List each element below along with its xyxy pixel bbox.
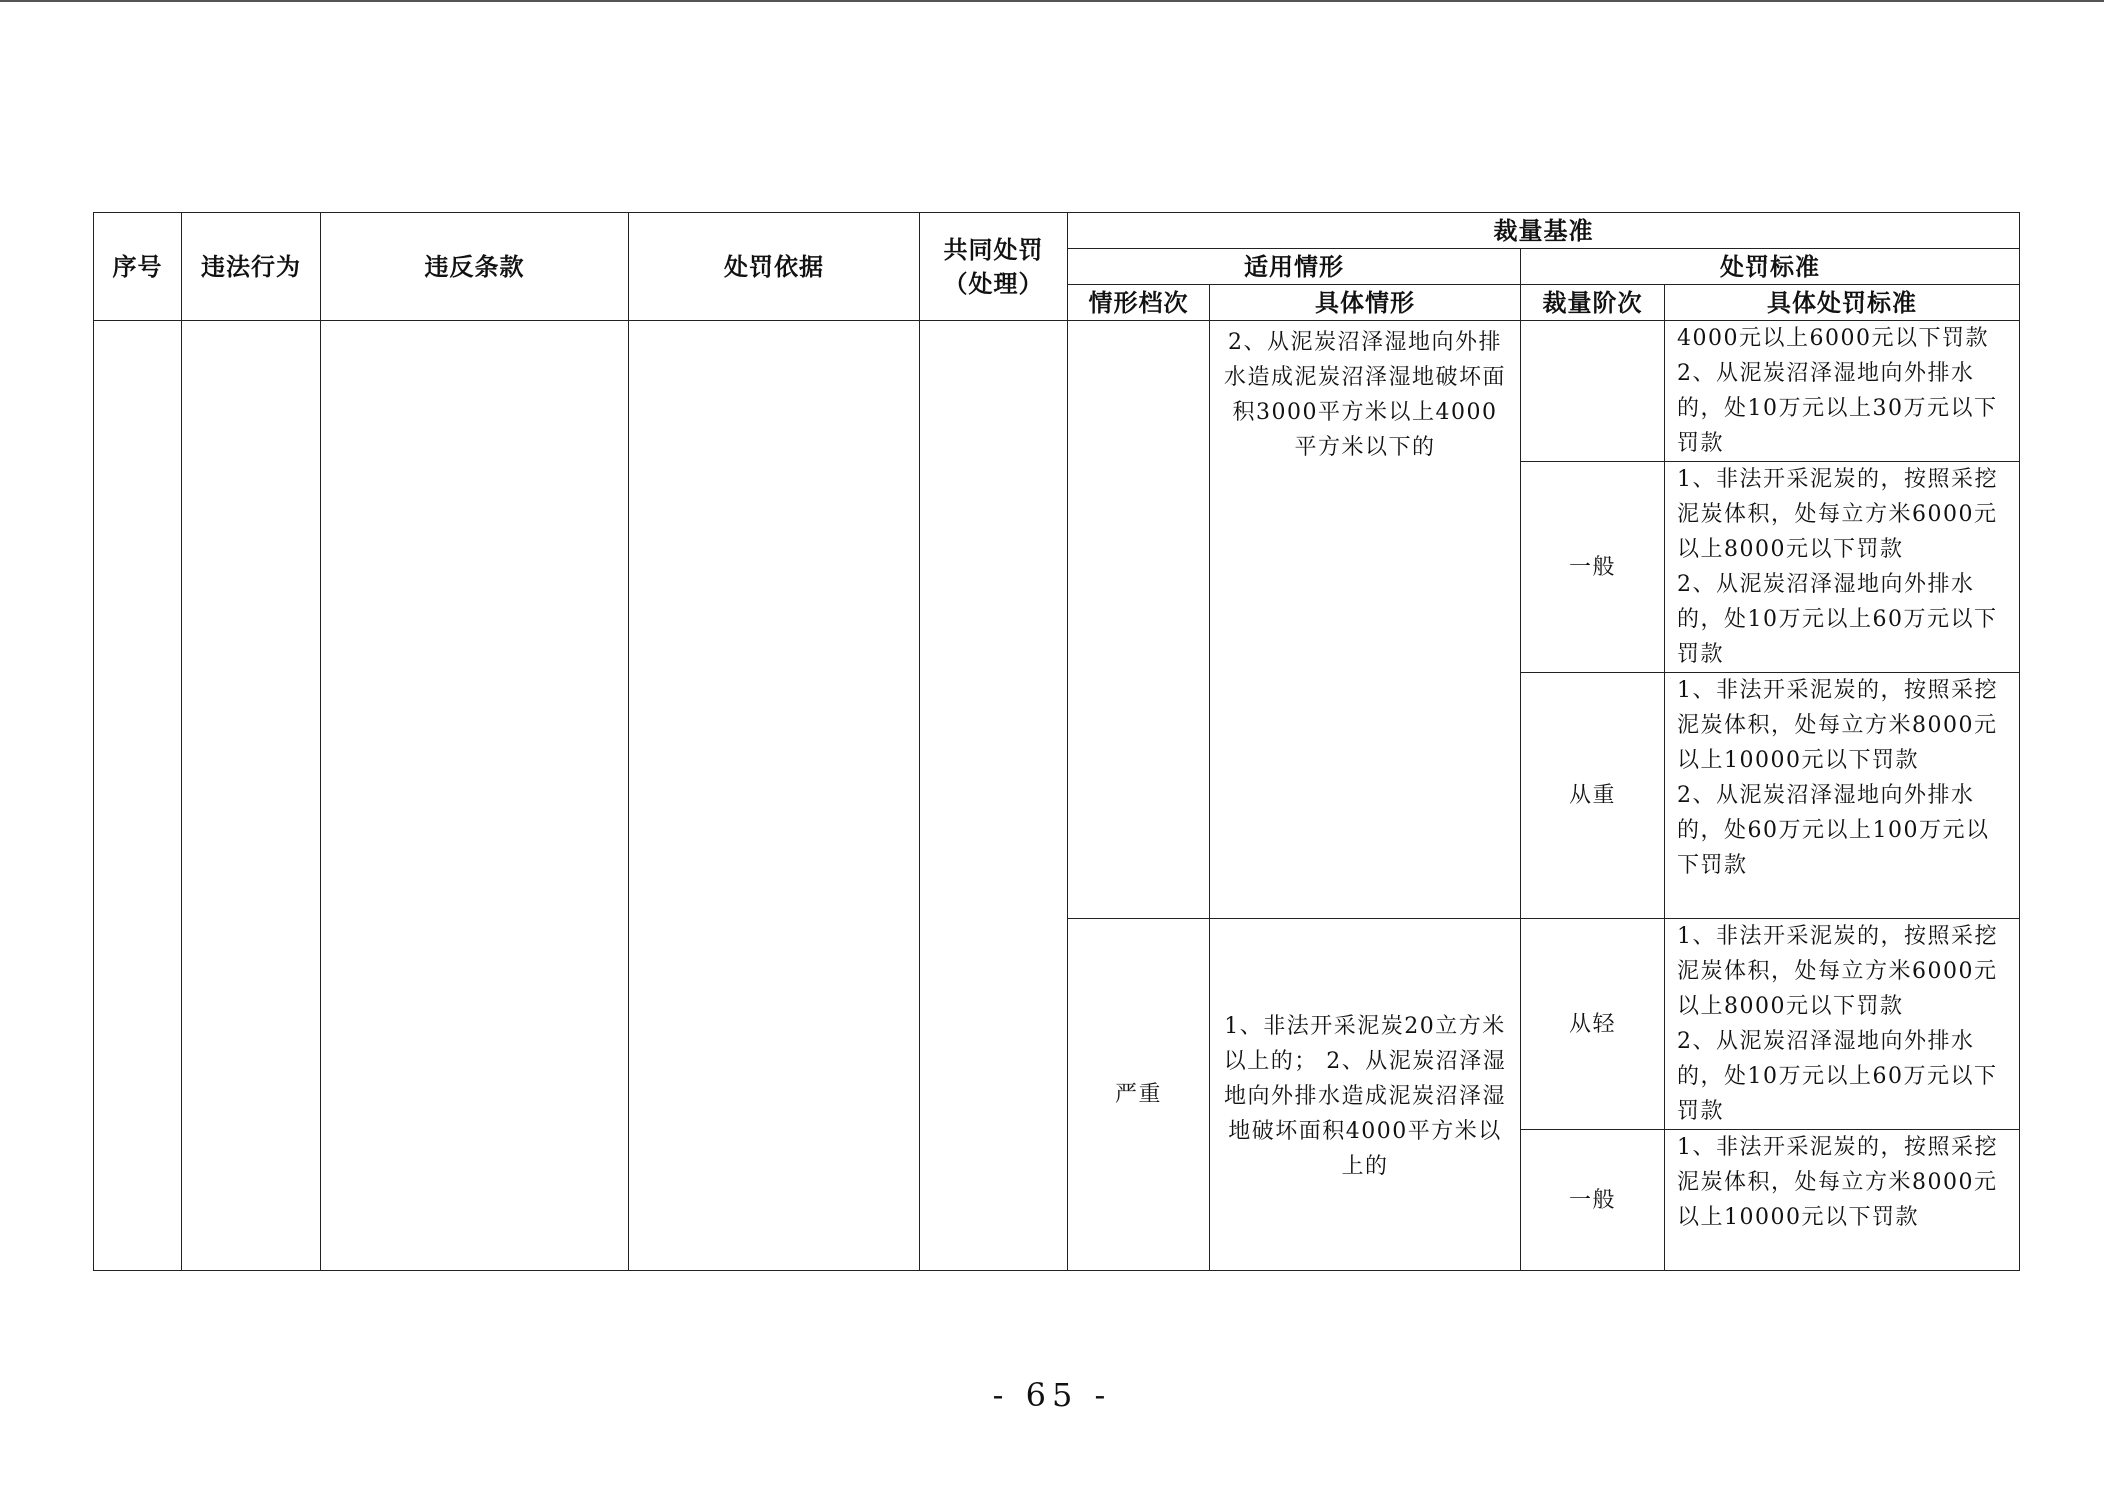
discretion-table-container xyxy=(93,212,2019,1271)
table-header xyxy=(94,213,2020,321)
cell-situation-grade: 严重 xyxy=(1068,919,1210,1271)
header-situation-grade: 情形档次 xyxy=(1068,285,1210,321)
header-basis: 处罚依据 xyxy=(629,213,920,321)
cell-situation-grade-continued xyxy=(1068,321,1210,919)
cell-discretion-level: 一般 xyxy=(1521,1130,1665,1271)
cell-discretion-level: 从重 xyxy=(1521,673,1665,919)
header-discretion-level: 裁量阶次 xyxy=(1521,285,1665,321)
discretion-table xyxy=(93,212,2020,1271)
header-applicable: 适用情形 xyxy=(1068,249,1521,285)
page-number: - 65 - xyxy=(992,1376,1112,1414)
header-specific-standard: 具体处罚标准 xyxy=(1665,285,2020,321)
cell-joint-penalty xyxy=(920,321,1068,1271)
header-article: 违反条款 xyxy=(321,213,629,321)
header-penalty-standard: 处罚标准 xyxy=(1521,249,2020,285)
cell-specific-situation: 1、非法开采泥炭20立方米以上的； 2、从泥炭沼泽湿地向外排水造成泥炭沼泽湿地破坏面积4000平方米以上的 xyxy=(1210,919,1521,1271)
cell-specific-standard: 1、非法开采泥炭的，按照采挖泥炭体积，处每立方米8000元以上10000元以下罚款 2、从泥炭沼泽湿地向外排水的，处60万元以上100万元以下罚款 xyxy=(1665,673,2020,919)
header-seq: 序号 xyxy=(94,213,182,321)
cell-seq xyxy=(94,321,182,1271)
cell-specific-standard: 4000元以上6000元以下罚款 2、从泥炭沼泽湿地向外排水的，处10万元以上30万元以下罚款 xyxy=(1665,321,2020,462)
header-specific-situation: 具体情形 xyxy=(1210,285,1521,321)
header-joint-penalty-line1: 共同处罚 xyxy=(943,235,1044,264)
cell-specific-standard: 1、非法开采泥炭的，按照采挖泥炭体积，处每立方米8000元以上10000元以下罚款 xyxy=(1665,1130,2020,1271)
cell-violation xyxy=(182,321,321,1271)
cell-discretion-level: 从轻 xyxy=(1521,919,1665,1130)
header-benchmark: 裁量基准 xyxy=(1068,213,2020,249)
table-body xyxy=(94,321,2020,1271)
cell-discretion-level xyxy=(1521,321,1665,462)
cell-specific-situation: 2、从泥炭沼泽湿地向外排水造成泥炭沼泽湿地破坏面积3000平方米以上4000平方米以下的 xyxy=(1210,321,1521,919)
table-row xyxy=(94,321,2020,462)
page-top-rule xyxy=(0,0,2104,2)
cell-article xyxy=(321,321,629,1271)
header-violation: 违法行为 xyxy=(182,213,321,321)
cell-discretion-level: 一般 xyxy=(1521,462,1665,673)
header-joint-penalty-line2: （处理） xyxy=(943,269,1044,298)
cell-basis xyxy=(629,321,920,1271)
header-row-1 xyxy=(94,213,2020,249)
cell-specific-standard: 1、非法开采泥炭的，按照采挖泥炭体积，处每立方米6000元以上8000元以下罚款 2、从泥炭沼泽湿地向外排水的，处10万元以上60万元以下罚款 xyxy=(1665,462,2020,673)
header-joint-penalty xyxy=(920,213,1068,321)
cell-specific-standard: 1、非法开采泥炭的，按照采挖泥炭体积，处每立方米6000元以上8000元以下罚款 2、从泥炭沼泽湿地向外排水的，处10万元以上60万元以下罚款 xyxy=(1665,919,2020,1130)
